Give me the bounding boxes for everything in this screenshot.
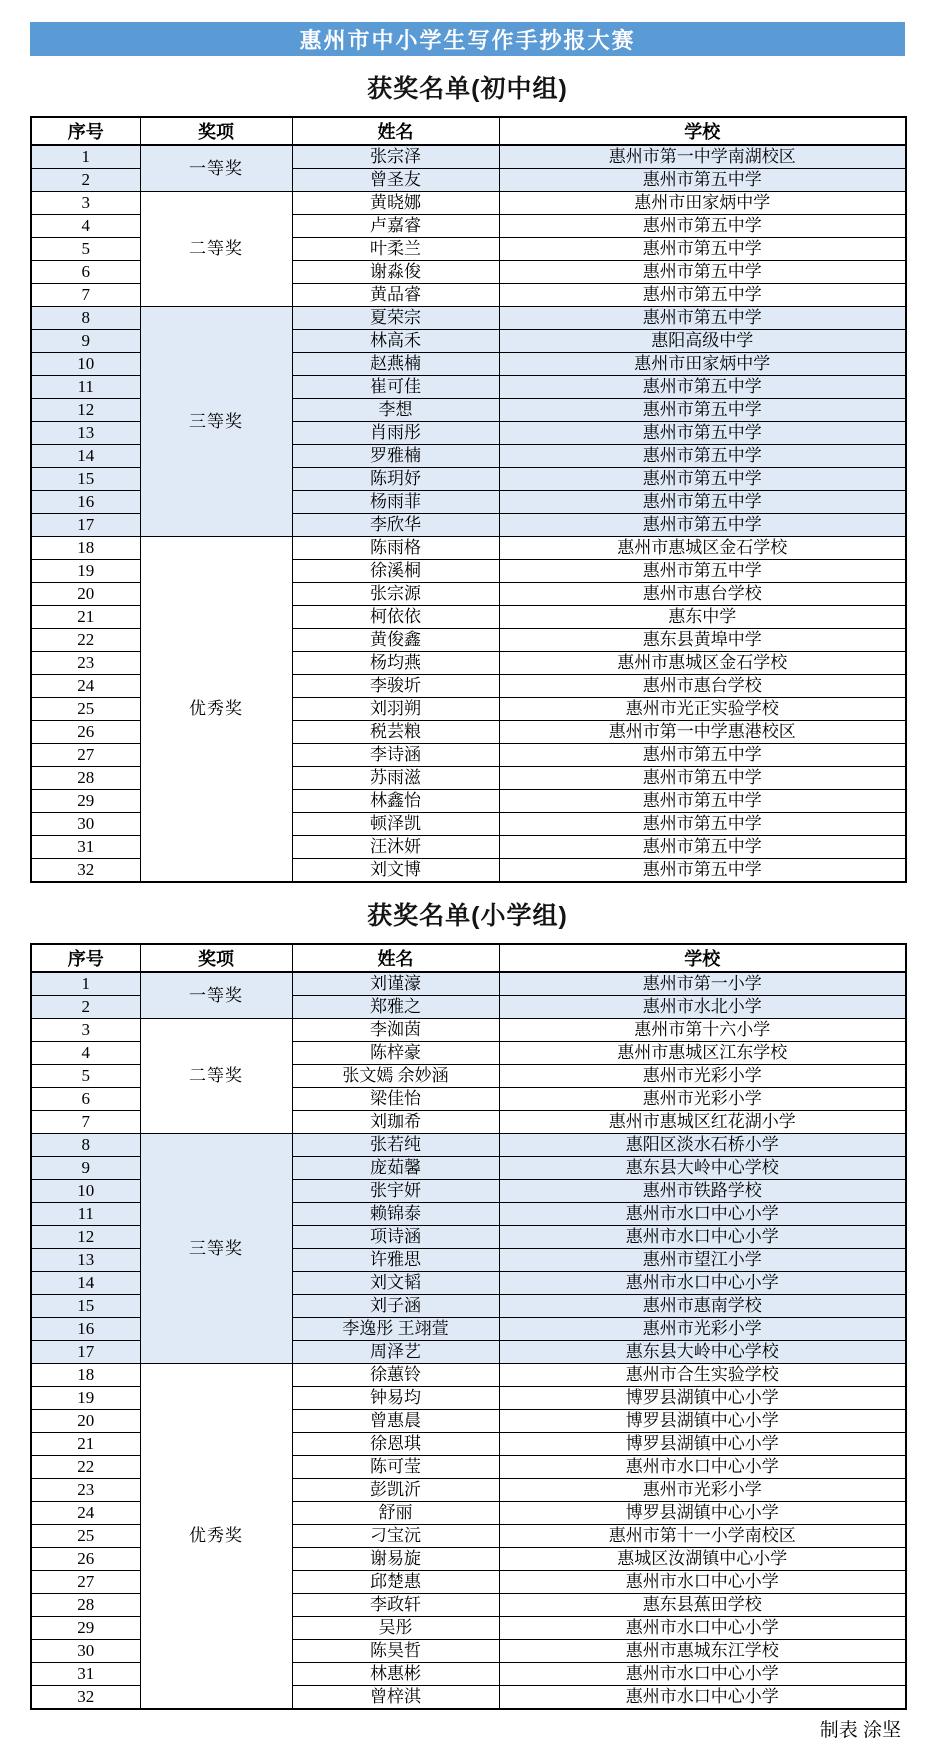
school-cell: 惠州市第五中学 (499, 859, 906, 883)
name-cell: 谢淼俊 (292, 261, 499, 284)
school-cell: 惠州市第五中学 (499, 813, 906, 836)
row-number-cell: 18 (31, 537, 140, 560)
row-number-cell: 9 (31, 330, 140, 353)
table-row (31, 307, 906, 330)
award-cell: 一等奖 (140, 972, 292, 1019)
name-cell: 肖雨彤 (292, 422, 499, 445)
name-cell: 刘珈希 (292, 1111, 499, 1134)
award-cell: 一等奖 (140, 145, 292, 192)
row-number-cell: 19 (31, 560, 140, 583)
award-cell: 二等奖 (140, 1019, 292, 1134)
row-number-cell: 31 (31, 1663, 140, 1686)
name-cell: 陈昊哲 (292, 1640, 499, 1663)
school-cell: 惠州市第十一小学南校区 (499, 1525, 906, 1548)
name-cell: 刁宝沅 (292, 1525, 499, 1548)
table-row (31, 972, 906, 996)
name-cell: 黄品睿 (292, 284, 499, 307)
row-number-cell: 3 (31, 1019, 140, 1042)
school-cell: 惠州市第五中学 (499, 445, 906, 468)
school-cell: 惠州市第五中学 (499, 307, 906, 330)
row-number-cell: 30 (31, 813, 140, 836)
name-cell: 梁佳怡 (292, 1088, 499, 1111)
school-cell: 惠州市第五中学 (499, 836, 906, 859)
school-cell: 惠州市第五中学 (499, 422, 906, 445)
name-cell: 周泽艺 (292, 1341, 499, 1364)
section-title: 获奖名单(小学组) (367, 902, 568, 930)
column-header: 奖项 (140, 944, 292, 972)
row-number-cell: 22 (31, 629, 140, 652)
column-header: 奖项 (140, 117, 292, 145)
school-cell: 惠州市第五中学 (499, 376, 906, 399)
name-cell: 刘文博 (292, 859, 499, 883)
name-cell: 李洳茵 (292, 1019, 499, 1042)
award-table (30, 943, 907, 1710)
school-cell: 博罗县湖镇中心小学 (499, 1502, 906, 1525)
banner-title: 惠州市中小学生写作手抄报大赛 (299, 27, 636, 53)
school-cell: 惠城区汝湖镇中心小学 (499, 1548, 906, 1571)
row-number-cell: 21 (31, 1433, 140, 1456)
school-cell: 惠阳区淡水石桥小学 (499, 1134, 906, 1157)
award-cell: 二等奖 (140, 192, 292, 307)
name-cell: 陈可莹 (292, 1456, 499, 1479)
name-cell: 舒丽 (292, 1502, 499, 1525)
name-cell: 林鑫怡 (292, 790, 499, 813)
name-cell: 曾圣友 (292, 169, 499, 192)
section-title: 获奖名单(初中组) (367, 75, 568, 103)
name-cell: 林惠彬 (292, 1663, 499, 1686)
school-cell: 惠东县黄埠中学 (499, 629, 906, 652)
name-cell: 刘谨濠 (292, 972, 499, 996)
school-cell: 惠东中学 (499, 606, 906, 629)
footer-credit: 制表 涂坚 (819, 1720, 901, 1741)
school-cell: 惠州市水口中心小学 (499, 1203, 906, 1226)
school-cell: 惠东县大岭中心学校 (499, 1157, 906, 1180)
column-header: 序号 (31, 944, 140, 972)
row-number-cell: 6 (31, 261, 140, 284)
row-number-cell: 22 (31, 1456, 140, 1479)
row-number-cell: 24 (31, 1502, 140, 1525)
school-cell: 惠州市光彩小学 (499, 1065, 906, 1088)
name-cell: 夏荣宗 (292, 307, 499, 330)
name-cell: 叶柔兰 (292, 238, 499, 261)
row-number-cell: 14 (31, 1272, 140, 1295)
row-number-cell: 17 (31, 1341, 140, 1364)
name-cell: 汪沐妍 (292, 836, 499, 859)
name-cell: 杨均燕 (292, 652, 499, 675)
row-number-cell: 25 (31, 698, 140, 721)
name-cell: 李诗涵 (292, 744, 499, 767)
name-cell: 张文嫣 余妙涵 (292, 1065, 499, 1088)
name-cell: 钟易均 (292, 1387, 499, 1410)
name-cell: 曾惠晨 (292, 1410, 499, 1433)
school-cell: 惠州市第一小学 (499, 972, 906, 996)
award-table (30, 116, 907, 883)
school-cell: 惠州市光彩小学 (499, 1479, 906, 1502)
school-cell: 惠州市第五中学 (499, 790, 906, 813)
table-row (31, 192, 906, 215)
row-number-cell: 4 (31, 1042, 140, 1065)
school-cell: 惠州市光彩小学 (499, 1318, 906, 1341)
school-cell: 博罗县湖镇中心小学 (499, 1433, 906, 1456)
name-cell: 庞茹馨 (292, 1157, 499, 1180)
header-row (31, 117, 906, 145)
name-cell: 邱楚惠 (292, 1571, 499, 1594)
school-cell: 惠州市水口中心小学 (499, 1663, 906, 1686)
name-cell: 杨雨菲 (292, 491, 499, 514)
award-cell: 优秀奖 (140, 537, 292, 883)
name-cell: 税芸粮 (292, 721, 499, 744)
row-number-cell: 8 (31, 1134, 140, 1157)
row-number-cell: 16 (31, 491, 140, 514)
name-cell: 刘子涵 (292, 1295, 499, 1318)
row-number-cell: 8 (31, 307, 140, 330)
name-cell: 曾梓淇 (292, 1686, 499, 1710)
row-number-cell: 31 (31, 836, 140, 859)
name-cell: 陈玥妤 (292, 468, 499, 491)
award-cell: 三等奖 (140, 1134, 292, 1364)
name-cell: 陈雨格 (292, 537, 499, 560)
row-number-cell: 11 (31, 376, 140, 399)
header-row (31, 944, 906, 972)
row-number-cell: 7 (31, 284, 140, 307)
school-cell: 惠州市水口中心小学 (499, 1272, 906, 1295)
school-cell: 惠州市水口中心小学 (499, 1456, 906, 1479)
name-cell: 黄晓娜 (292, 192, 499, 215)
row-number-cell: 20 (31, 583, 140, 606)
name-cell: 张若纯 (292, 1134, 499, 1157)
school-cell: 惠州市惠城区江东学校 (499, 1042, 906, 1065)
school-cell: 惠东县大岭中心学校 (499, 1341, 906, 1364)
row-number-cell: 10 (31, 353, 140, 376)
school-cell: 惠州市第一中学南湖校区 (499, 145, 906, 169)
column-header: 序号 (31, 117, 140, 145)
name-cell: 吴彤 (292, 1617, 499, 1640)
column-header: 姓名 (292, 944, 499, 972)
row-number-cell: 1 (31, 145, 140, 169)
row-number-cell: 30 (31, 1640, 140, 1663)
row-number-cell: 28 (31, 767, 140, 790)
name-cell: 罗雅楠 (292, 445, 499, 468)
school-cell: 惠州市铁路学校 (499, 1180, 906, 1203)
row-number-cell: 29 (31, 790, 140, 813)
row-number-cell: 15 (31, 468, 140, 491)
row-number-cell: 21 (31, 606, 140, 629)
row-number-cell: 2 (31, 996, 140, 1019)
school-cell: 惠州市光正实验学校 (499, 698, 906, 721)
name-cell: 刘羽朔 (292, 698, 499, 721)
row-number-cell: 18 (31, 1364, 140, 1387)
school-cell: 惠州市第五中学 (499, 514, 906, 537)
school-cell: 惠州市惠城东江学校 (499, 1640, 906, 1663)
row-number-cell: 6 (31, 1088, 140, 1111)
row-number-cell: 15 (31, 1295, 140, 1318)
school-cell: 惠州市水口中心小学 (499, 1226, 906, 1249)
school-cell: 惠州市第十六小学 (499, 1019, 906, 1042)
row-number-cell: 23 (31, 1479, 140, 1502)
school-cell: 惠州市第一中学惠港校区 (499, 721, 906, 744)
name-cell: 徐溪桐 (292, 560, 499, 583)
name-cell: 郑雅之 (292, 996, 499, 1019)
name-cell: 李想 (292, 399, 499, 422)
row-number-cell: 27 (31, 744, 140, 767)
row-number-cell: 20 (31, 1410, 140, 1433)
banner (30, 22, 905, 56)
row-number-cell: 9 (31, 1157, 140, 1180)
row-number-cell: 14 (31, 445, 140, 468)
school-cell: 博罗县湖镇中心小学 (499, 1387, 906, 1410)
row-number-cell: 32 (31, 859, 140, 883)
name-cell: 陈梓豪 (292, 1042, 499, 1065)
name-cell: 谢易旋 (292, 1548, 499, 1571)
row-number-cell: 12 (31, 399, 140, 422)
row-number-cell: 12 (31, 1226, 140, 1249)
school-cell: 惠阳高级中学 (499, 330, 906, 353)
school-cell: 惠州市第五中学 (499, 767, 906, 790)
row-number-cell: 7 (31, 1111, 140, 1134)
award-cell: 优秀奖 (140, 1364, 292, 1710)
row-number-cell: 24 (31, 675, 140, 698)
school-cell: 惠州市第五中学 (499, 261, 906, 284)
school-cell: 惠州市田家炳中学 (499, 192, 906, 215)
row-number-cell: 26 (31, 721, 140, 744)
row-number-cell: 23 (31, 652, 140, 675)
name-cell: 崔可佳 (292, 376, 499, 399)
school-cell: 惠州市合生实验学校 (499, 1364, 906, 1387)
table-row (31, 1019, 906, 1042)
name-cell: 李逸彤 王翊萱 (292, 1318, 499, 1341)
column-header: 学校 (499, 944, 906, 972)
row-number-cell: 10 (31, 1180, 140, 1203)
school-cell: 惠州市水口中心小学 (499, 1686, 906, 1710)
row-number-cell: 11 (31, 1203, 140, 1226)
school-cell: 惠州市水北小学 (499, 996, 906, 1019)
award-cell: 三等奖 (140, 307, 292, 537)
row-number-cell: 1 (31, 972, 140, 996)
school-cell: 惠州市田家炳中学 (499, 353, 906, 376)
row-number-cell: 4 (31, 215, 140, 238)
school-cell: 博罗县湖镇中心小学 (499, 1410, 906, 1433)
name-cell: 张宇妍 (292, 1180, 499, 1203)
name-cell: 黄俊鑫 (292, 629, 499, 652)
name-cell: 徐蕙铃 (292, 1364, 499, 1387)
name-cell: 苏雨滋 (292, 767, 499, 790)
name-cell: 柯依依 (292, 606, 499, 629)
row-number-cell: 29 (31, 1617, 140, 1640)
name-cell: 赵燕楠 (292, 353, 499, 376)
school-cell: 惠州市望江小学 (499, 1249, 906, 1272)
school-cell: 惠州市水口中心小学 (499, 1617, 906, 1640)
school-cell: 惠州市惠台学校 (499, 675, 906, 698)
name-cell: 许雅思 (292, 1249, 499, 1272)
column-header: 姓名 (292, 117, 499, 145)
name-cell: 李欣华 (292, 514, 499, 537)
row-number-cell: 26 (31, 1548, 140, 1571)
row-number-cell: 3 (31, 192, 140, 215)
school-cell: 惠州市第五中学 (499, 560, 906, 583)
school-cell: 惠州市第五中学 (499, 215, 906, 238)
row-number-cell: 32 (31, 1686, 140, 1710)
row-number-cell: 5 (31, 1065, 140, 1088)
name-cell: 卢嘉睿 (292, 215, 499, 238)
column-header: 学校 (499, 117, 906, 145)
row-number-cell: 13 (31, 422, 140, 445)
name-cell: 顿泽凯 (292, 813, 499, 836)
name-cell: 赖锦泰 (292, 1203, 499, 1226)
row-number-cell: 28 (31, 1594, 140, 1617)
name-cell: 李政轩 (292, 1594, 499, 1617)
row-number-cell: 17 (31, 514, 140, 537)
name-cell: 李骏圻 (292, 675, 499, 698)
school-cell: 惠州市第五中学 (499, 468, 906, 491)
school-cell: 惠州市第五中学 (499, 399, 906, 422)
school-cell: 惠州市惠城区红花湖小学 (499, 1111, 906, 1134)
row-number-cell: 16 (31, 1318, 140, 1341)
school-cell: 惠州市惠城区金石学校 (499, 537, 906, 560)
table-row (31, 537, 906, 560)
row-number-cell: 19 (31, 1387, 140, 1410)
row-number-cell: 5 (31, 238, 140, 261)
school-cell: 惠州市惠南学校 (499, 1295, 906, 1318)
tables-root (30, 69, 905, 1710)
table-row (31, 1134, 906, 1157)
name-cell: 彭凯沂 (292, 1479, 499, 1502)
school-cell: 惠州市惠台学校 (499, 583, 906, 606)
table-row (31, 1364, 906, 1387)
row-number-cell: 13 (31, 1249, 140, 1272)
name-cell: 林高禾 (292, 330, 499, 353)
name-cell: 张宗泽 (292, 145, 499, 169)
table-row (31, 145, 906, 169)
school-cell: 惠东县蕉田学校 (499, 1594, 906, 1617)
row-number-cell: 27 (31, 1571, 140, 1594)
school-cell: 惠州市第五中学 (499, 284, 906, 307)
row-number-cell: 25 (31, 1525, 140, 1548)
school-cell: 惠州市惠城区金石学校 (499, 652, 906, 675)
name-cell: 徐恩琪 (292, 1433, 499, 1456)
school-cell: 惠州市第五中学 (499, 491, 906, 514)
school-cell: 惠州市第五中学 (499, 238, 906, 261)
school-cell: 惠州市第五中学 (499, 744, 906, 767)
school-cell: 惠州市水口中心小学 (499, 1571, 906, 1594)
name-cell: 项诗涵 (292, 1226, 499, 1249)
row-number-cell: 2 (31, 169, 140, 192)
name-cell: 刘文韬 (292, 1272, 499, 1295)
name-cell: 张宗源 (292, 583, 499, 606)
school-cell: 惠州市光彩小学 (499, 1088, 906, 1111)
school-cell: 惠州市第五中学 (499, 169, 906, 192)
